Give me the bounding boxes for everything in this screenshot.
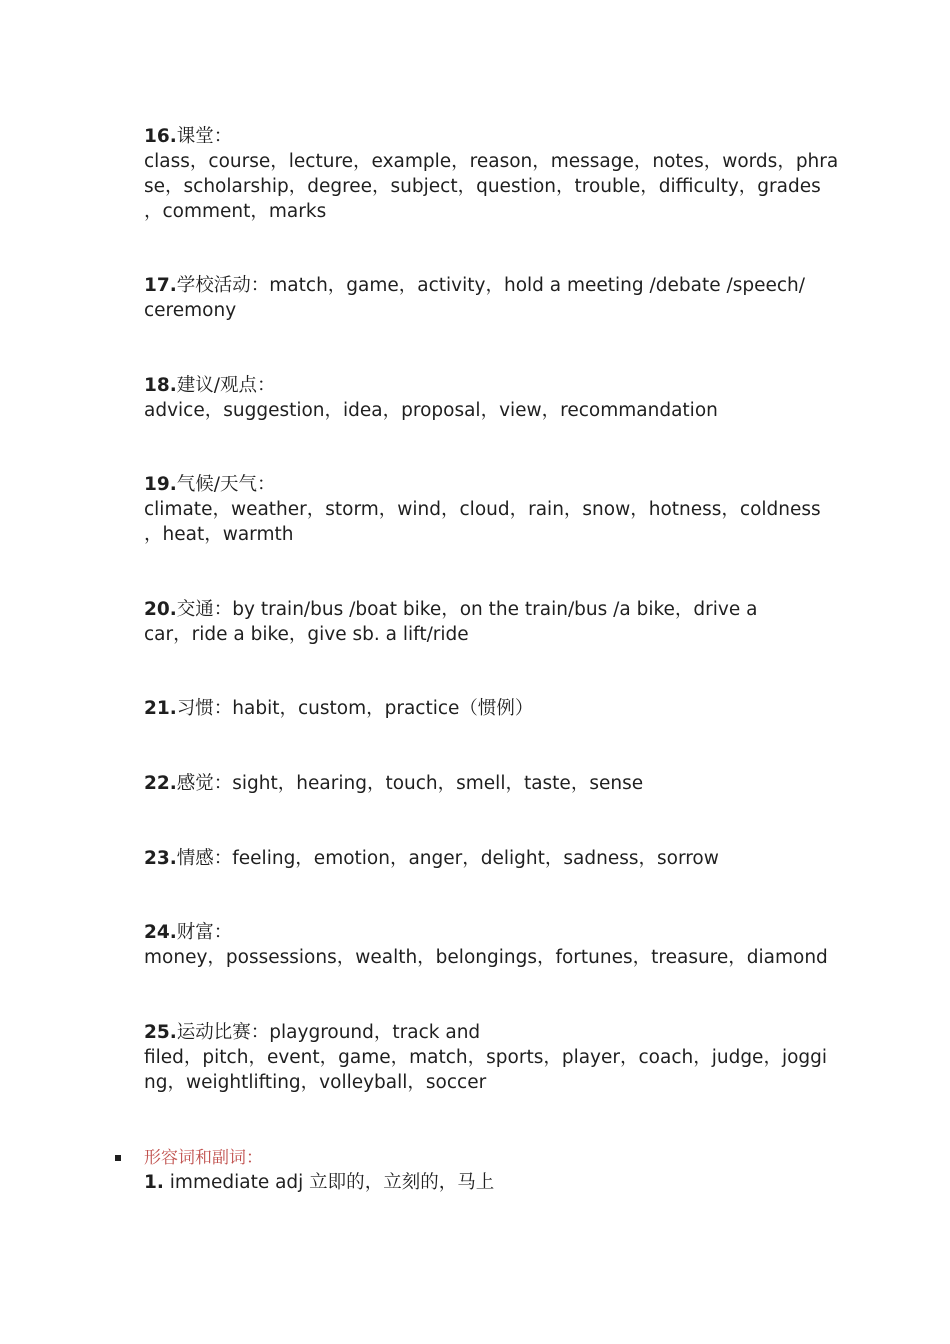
entry-number: 17. — [144, 275, 177, 296]
square-bullet-icon — [115, 1155, 121, 1161]
entry-heading-text: 财富： — [176, 922, 233, 943]
entry-line — [144, 846, 814, 871]
entry-line: climate，weather，storm，wind，cloud，rain，snow，hotness，coldness — [144, 499, 821, 520]
entry-line — [144, 472, 814, 497]
entry-number: 23. — [144, 848, 177, 869]
entry-number: 25. — [144, 1022, 177, 1043]
entry-heading-text: 气候/天气： — [176, 474, 276, 495]
entry-heading-text: 习惯：habit，custom，practice（惯例） — [176, 698, 534, 719]
entry-heading-text: 建议/观点： — [176, 375, 276, 396]
entry-line — [144, 273, 814, 298]
entry-line: car，ride a bike，give sb. a lift/ride — [144, 624, 469, 645]
vocab-entry-16 — [144, 124, 839, 224]
entry-line: ceremony — [144, 300, 237, 321]
entry-number: 22. — [144, 773, 177, 794]
entry-line: ng，weightlifting，volleyball，soccer — [144, 1072, 487, 1093]
entry-line — [144, 124, 814, 149]
entry-heading-text: 课堂： — [176, 126, 233, 147]
entry-line: class，course，lecture，example，reason，message，notes，words，phra — [144, 151, 839, 172]
entry-line — [144, 1020, 814, 1045]
entry-line — [144, 1170, 814, 1195]
entry-line — [144, 373, 814, 398]
vocab-entry-23 — [144, 846, 814, 871]
entry-line: advice，suggestion，idea，proposal，view，recommandation — [144, 400, 718, 421]
vocab-entry-22 — [144, 771, 814, 796]
vocab-entry-18 — [144, 373, 814, 423]
entry-line — [144, 597, 814, 622]
section-heading: 形容词和副词： — [144, 1148, 263, 1168]
entry-heading-text: 交通：by train/bus /boat bike，on the train/bus /a bike，drive a — [176, 599, 758, 620]
vocab-entry-17 — [144, 273, 814, 323]
entry-text: immediate adj 立即的，立刻的，马上 — [163, 1172, 495, 1193]
entry-line — [144, 696, 814, 721]
entry-line: ，comment，marks — [144, 201, 327, 222]
vocab-entry-21 — [144, 696, 814, 721]
vocab-entry-25 — [144, 1020, 828, 1095]
adjective-entry-1 — [144, 1170, 814, 1195]
entry-heading-text: 情感：feeling，emotion，anger，delight，sadness，sorrow — [176, 848, 719, 869]
entry-line: filed，pitch，event，game，match，sports，player，coach，judge，joggi — [144, 1047, 828, 1068]
entry-heading-text: 运动比赛：playground，track and — [176, 1022, 481, 1043]
entry-number: 19. — [144, 474, 177, 495]
entry-line: se，scholarship，degree，subject，question，trouble，difficulty，grades — [144, 176, 821, 197]
vocab-entry-20 — [144, 597, 814, 647]
entry-number: 18. — [144, 375, 177, 396]
entry-line — [144, 920, 814, 945]
entry-heading-text: 感觉：sight，hearing，touch，smell，taste，sense — [176, 773, 644, 794]
entry-heading-text: 学校活动：match，game，activity，hold a meeting /debate /speech/ — [176, 275, 805, 296]
entry-line: money，possessions，wealth，belongings，fortunes，treasure，diamond — [144, 947, 828, 968]
entry-number: 24. — [144, 922, 177, 943]
entry-line: ，heat，warmth — [144, 524, 294, 545]
entry-line — [144, 771, 814, 796]
entry-number: 20. — [144, 599, 177, 620]
vocab-entry-19 — [144, 472, 821, 547]
entry-number: 21. — [144, 698, 177, 719]
entry-number: 16. — [144, 126, 177, 147]
entry-number: 1. — [144, 1172, 164, 1193]
vocab-entry-24 — [144, 920, 828, 970]
